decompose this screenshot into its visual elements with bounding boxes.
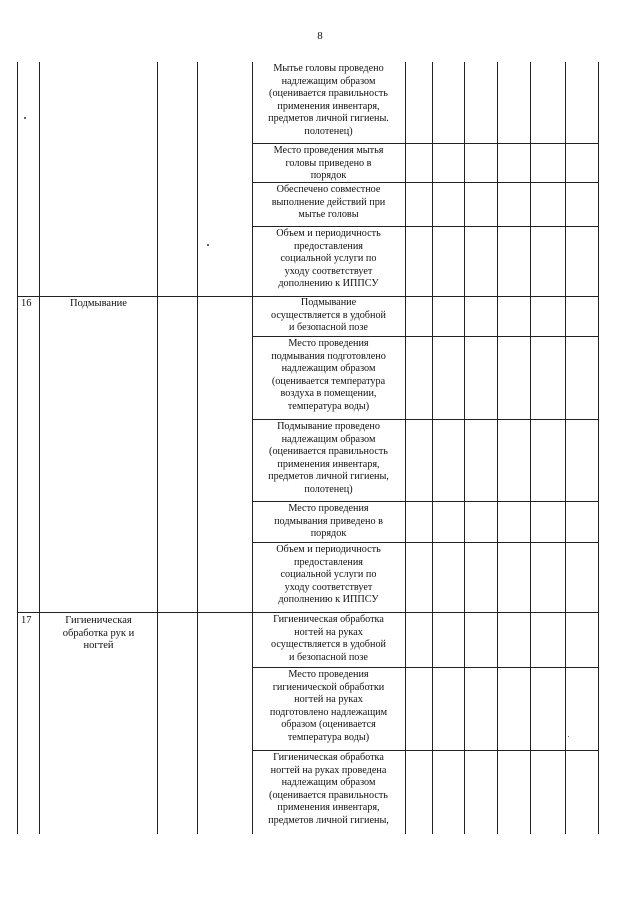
scan-speck [207, 244, 209, 246]
criterion-cell: Место проведения гигиенической обработки ногтей на руках подготовлено надлежащим образом (оценивается температура воды) [269, 669, 388, 743]
criterion-cell: Подмывание проведено надлежащим образом (оценивается правильность применения инвентаря, предметов личной гигиены, полотенец) [268, 421, 389, 495]
service-name: Гигиеническая обработка рук и ногтей [62, 615, 135, 652]
column-divider [497, 62, 498, 834]
table-left-border [17, 62, 18, 834]
row-divider [252, 143, 598, 144]
scan-speck [568, 736, 569, 737]
column-divider [565, 62, 566, 834]
row-divider [252, 501, 598, 502]
criterion-cell: Обеспечено совместное выполнение действий при мытье головы [271, 184, 386, 221]
page-number: 8 [317, 30, 323, 42]
criterion-cell: Место проведения подмывания подготовлено надлежащим образом (оценивается температура воздуха в помещении, температура воды) [271, 338, 386, 412]
criterion-cell: Объем и периодичность предоставления социальной услуги по уходу соответствует дополнению к ИППСУ [276, 544, 381, 606]
row-divider [252, 542, 598, 543]
column-divider [405, 62, 406, 834]
column-divider [464, 62, 465, 834]
column-divider [39, 62, 40, 834]
row-divider [252, 336, 598, 337]
column-divider [530, 62, 531, 834]
scan-speck [24, 117, 26, 119]
criterion-cell: Место проведения мытья головы приведено в порядок [273, 145, 384, 182]
row-divider [252, 750, 598, 751]
table-right-border [598, 62, 599, 834]
row-divider [252, 667, 598, 668]
criterion-cell: Место проведения подмывания приведено в порядок [274, 503, 383, 540]
criterion-cell: Гигиеническая обработка ногтей на руках осуществляется в удобной и безопасной позе [271, 614, 386, 663]
column-divider [197, 62, 198, 834]
column-divider [432, 62, 433, 834]
row-divider [252, 419, 598, 420]
criterion-cell: Подмывание осуществляется в удобной и безопасной позе [271, 297, 386, 334]
criterion-cell: Гигиеническая обработка ногтей на руках проведена надлежащим образом (оценивается правильность применения инвентаря, предметов личной гигиены, [268, 752, 389, 826]
row-number: 16 [21, 298, 32, 309]
criterion-cell: Объем и периодичность предоставления социальной услуги по уходу соответствует дополнению к ИППСУ [276, 228, 381, 290]
service-name: Подмывание [70, 298, 127, 309]
row-divider [252, 226, 598, 227]
criterion-cell: Мытье головы проведено надлежащим образом (оценивается правильность применения инвентаря, предметов личной гигиены. полотенец) [268, 63, 389, 137]
column-divider [157, 62, 158, 834]
row-separator [17, 612, 598, 613]
row-number: 17 [21, 615, 32, 626]
